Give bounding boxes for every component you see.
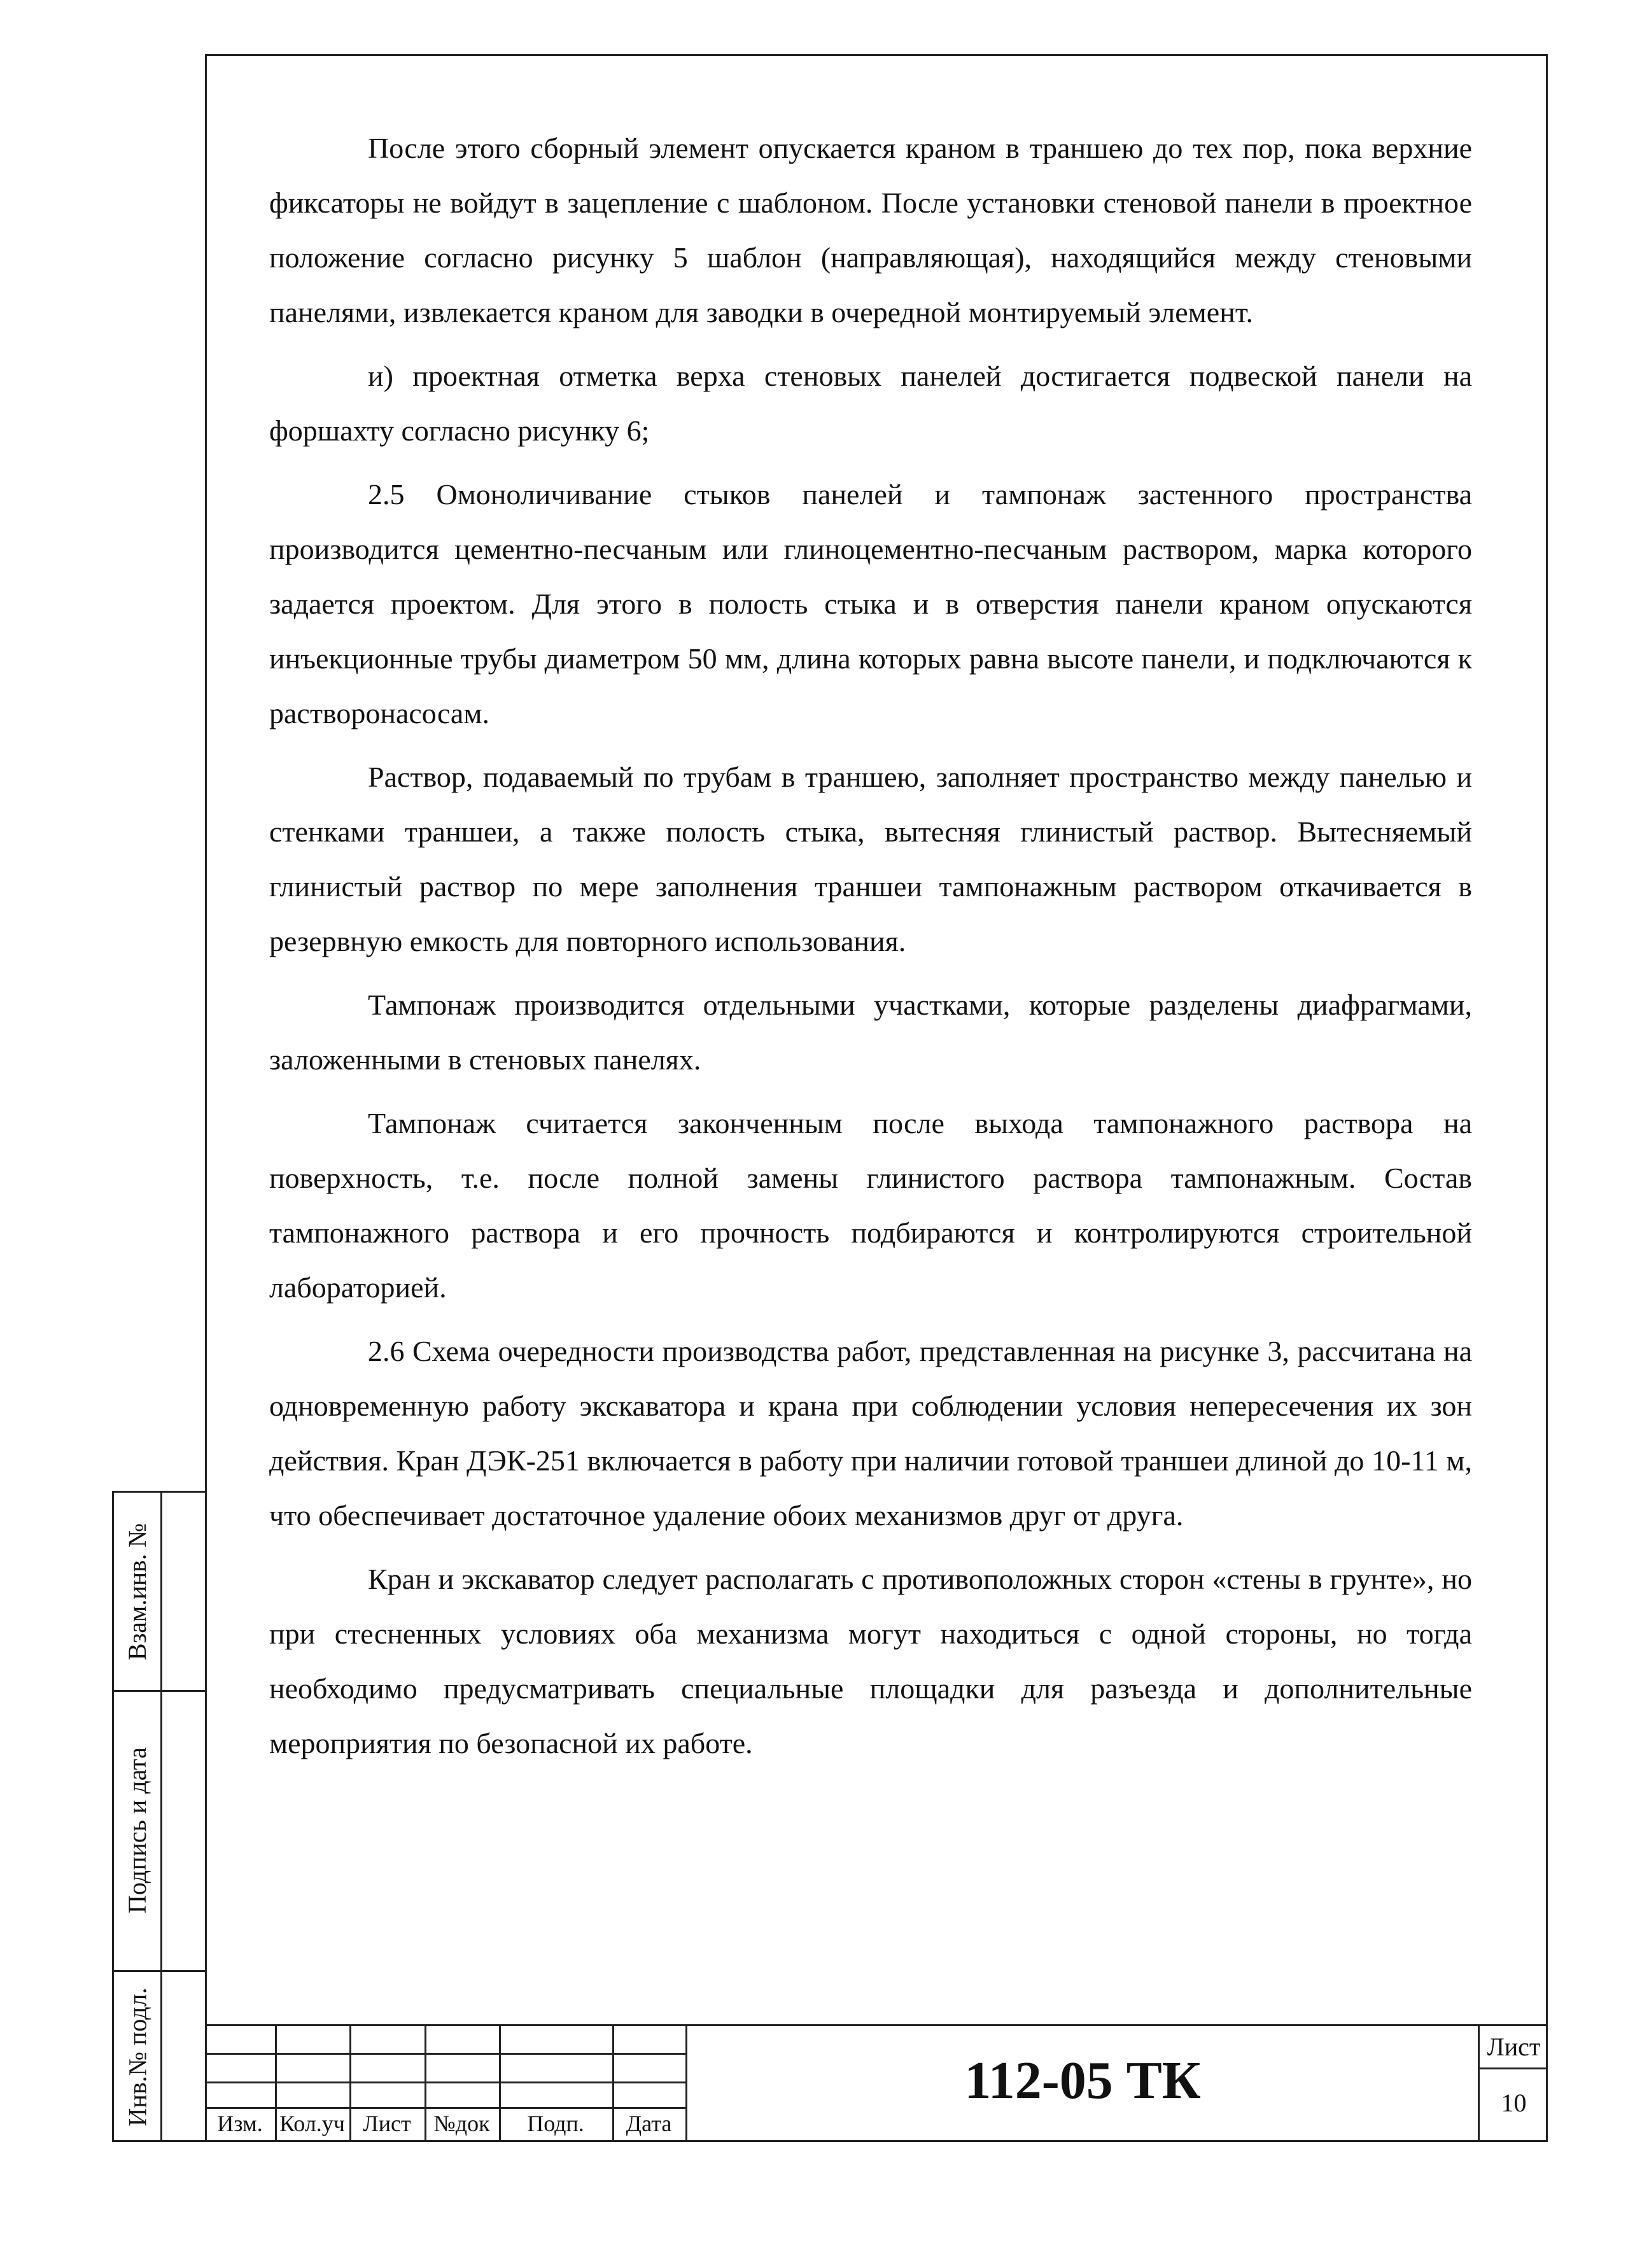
header-data: Дата	[626, 2111, 672, 2136]
paragraph: После этого сборный элемент опускается краном в траншею до тех пор, пока верхние фиксаторы не войдут в зацепление с шаблоном. После установки стеновой панели в проектное положение согласно рисунку 5 шаблон (направляющая), находящийся между стеновыми панелями, извлекается краном для заводки в очередной монтируемый элемент.	[269, 132, 1472, 328]
paragraph: Раствор, подаваемый по трубам в траншею, заполняет пространство между панелью и стенками траншеи, а также полость стыка, вытесняя глинистый раствор. Вытесняемый глинистый раствор по мере заполнения траншеи тампонажным раствором откачивается в резервную емкость для повторного использования.	[269, 761, 1472, 957]
paragraph: 2.5 Омоноличивание стыков панелей и тампонаж застенного пространства производится цементно-песчаным или глиноцементно-песчаным раствором, марка которого задается проектом. Для этого в полость стыка и в отверстия панели краном опускаются инъекционные трубы диаметром 50 мм, длина которых равна высоте панели, и подключаются к растворонасосам.	[269, 478, 1472, 729]
title-block	[205, 2024, 1548, 2142]
podpis-data-label: Подпись и дата	[123, 1747, 151, 1913]
header-kol-uch: Кол.уч	[279, 2111, 345, 2136]
side-stamp	[112, 1491, 205, 2142]
title-block-line	[205, 2024, 1548, 2026]
paragraph: Тампонаж производится отдельными участками, которые разделены диафрагмами, заложенными в стеновых панелях.	[269, 989, 1472, 1076]
inv-podl-label: Инв.№ подл.	[123, 1987, 152, 2127]
title-block-line	[1478, 2067, 1548, 2069]
header-podp: Подп.	[527, 2111, 584, 2136]
header-list: Лист	[363, 2111, 411, 2136]
paragraph: Кран и экскаватор следует располагать с противоположных сторон «стены в грунте», но при стесненных условиях оба механизма могут находиться с одной стороны, но тогда необходимо предусматривать специальные площадки для разъезда и дополнительные мероприятия по безопасной их работе.	[269, 1563, 1472, 1759]
document-body	[269, 121, 1472, 1780]
paragraph: и) проектная отметка верха стеновых панелей достигается подвеской панели на форшахту согласно рисунку 6;	[269, 360, 1472, 447]
header-izm: Изм.	[217, 2111, 263, 2136]
sheet-label: Лист	[1487, 2032, 1541, 2061]
side-stamp-divider	[160, 1493, 162, 2140]
document-code: 112-05 ТК	[964, 2051, 1201, 2110]
sheet-number: 10	[1501, 2088, 1527, 2117]
paragraph: Тампонаж считается законченным после выхода тампонажного раствора на поверхность, т.е. после полной замены глинистого раствора тампонажным. Состав тампонажного раствора и его прочность подбираются и контролируются строительной лабораторией.	[269, 1107, 1472, 1304]
paragraph: 2.6 Схема очередности производства работ, представленная на рисунке 3, рассчитана на одновременную работу экскаватора и крана при соблюдении условия непересечения их зон действия. Кран ДЭК-251 включается в работу при наличии готовой траншеи длиной до 10-11 м, что обеспечивает достаточное удаление обоих механизмов друг от друга.	[269, 1335, 1472, 1532]
vzam-inv-label: Взам.инв. №	[123, 1523, 152, 1660]
header-n-dok: №док	[433, 2111, 490, 2136]
